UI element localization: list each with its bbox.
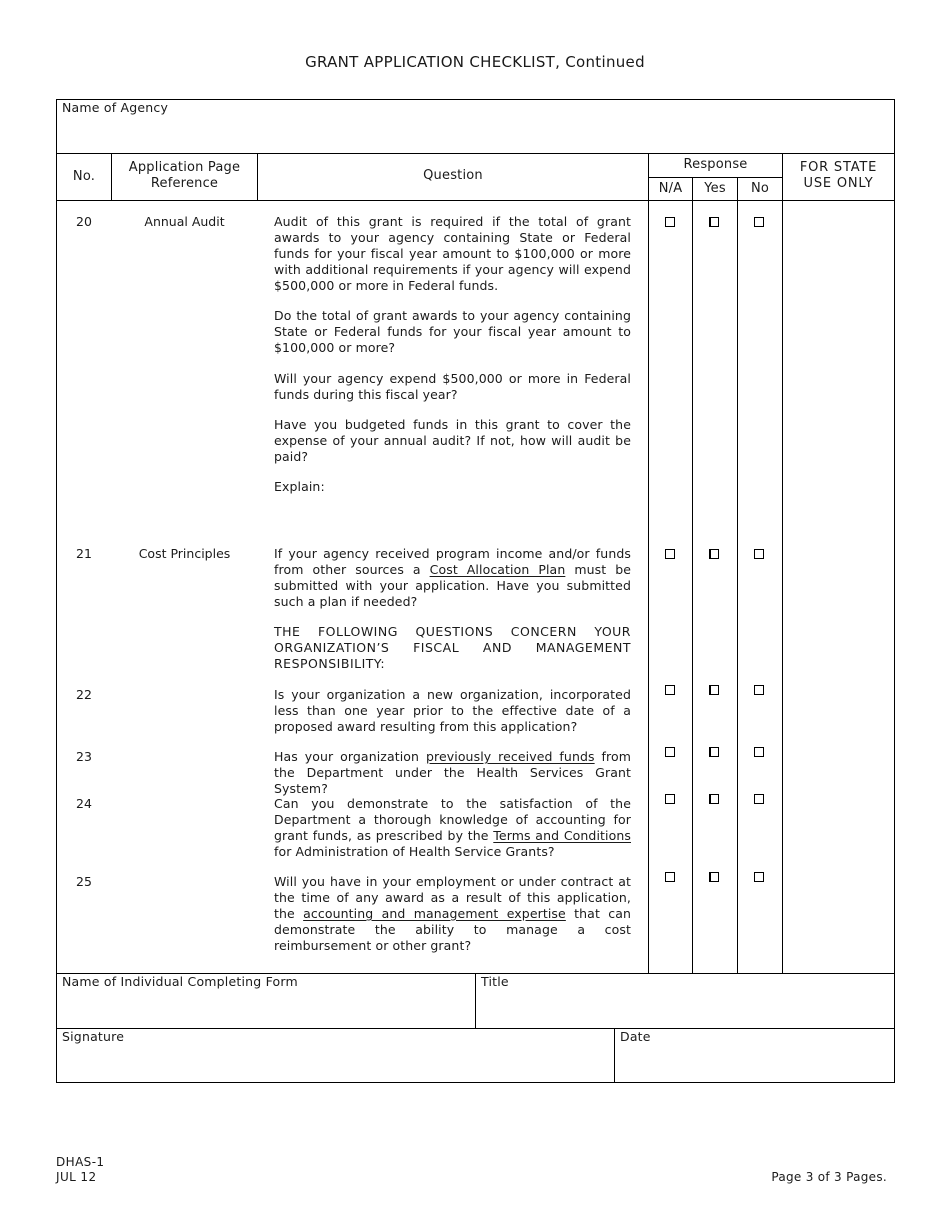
item-25-question [274,874,631,954]
header-yes: Yes [704,181,726,196]
item-25-number: 25 [76,874,92,889]
item-24-number: 24 [76,796,92,811]
rule-date-split [614,1028,615,1083]
item-22-na-checkbox[interactable] [665,685,675,695]
item-20-paragraph-4: Have you budgeted funds in this grant to cover the expense of your annual audit? If not, how will audit be paid? [274,417,631,464]
item-23-text-a: Has your organization [274,749,420,764]
rule-header-bottom [56,200,895,201]
header-na: N/A [658,181,683,196]
item-24-question [274,796,631,860]
previously-received-funds-link: previously received funds [425,749,595,764]
form-code: DHAS-1 [56,1155,105,1169]
signature-label: Signature [62,1029,125,1044]
item-20-no-checkbox[interactable] [754,217,764,227]
item-20-reference: Annual Audit [144,214,225,229]
item-21-yes-checkbox[interactable] [709,549,719,559]
rule-title-split [475,973,476,1028]
item-24-no-checkbox[interactable] [754,794,764,804]
rule-signature-top [56,1028,895,1029]
header-ref-line1: Application Page [128,160,241,175]
item-22-yes-checkbox[interactable] [709,685,719,695]
fiscal-responsibility-note: THE FOLLOWING QUESTIONS CONCERN YOUR ORGANIZATION’S FISCAL AND MANAGEMENT RESPONSIBILITY: [274,624,631,671]
header-state-line1: FOR STATE [799,160,878,175]
rule-no-resp-col [737,177,738,973]
terms-and-conditions-link: Terms and Conditions [493,828,631,843]
rule-state-col [782,153,783,973]
form-title: GRANT APPLICATION CHECKLIST, Continued [305,53,645,71]
item-23-yes-checkbox[interactable] [709,747,719,757]
item-23-number: 23 [76,749,92,764]
item-25-no-checkbox[interactable] [754,872,764,882]
item-20-na-checkbox[interactable] [665,217,675,227]
item-21-no-checkbox[interactable] [754,549,764,559]
item-23-na-checkbox[interactable] [665,747,675,757]
accounting-expertise-link: accounting and management expertise [303,906,566,921]
rule-agency-bottom [56,153,895,154]
rule-na-col [648,153,649,973]
title-label: Title [481,974,509,989]
date-label: Date [620,1029,651,1044]
item-24-text-a: Can you demonstrate to the satisfaction of the Department a thorough knowledge of accounting for grant funds, as prescribed by the [274,796,631,843]
item-21-na-checkbox[interactable] [665,549,675,559]
item-22-no-checkbox[interactable] [754,685,764,695]
item-21-question [274,546,631,610]
item-23-no-checkbox[interactable] [754,747,764,757]
item-20-paragraph-2: Do the total of grant awards to your agency containing State or Federal funds for your fiscal year amount to $100,000 or more? [274,308,631,355]
item-20-explain: Explain: [274,479,325,494]
item-25-text-b: that can demonstrate the ability to manage a cost reimbursement or other grant? [274,906,631,953]
item-20-paragraph-1: Audit of this grant is required if the total of grant awards to your agency containing State or Federal funds for your fiscal year amount to $100,000 or more with additional requirements if your agency will expend $500,000 or more in Federal funds. [274,214,631,293]
item-23-question [274,749,631,797]
item-23-text-b: from the Department under the Health Services Grant System? [274,749,632,796]
item-25-yes-checkbox[interactable] [709,872,719,882]
item-24-text-b: for Administration of Health Service Grants? [274,844,555,859]
item-20-yes-checkbox[interactable] [709,217,719,227]
header-question: Question [423,168,483,183]
page-info: Page 3 of 3 Pages. [771,1170,887,1184]
item-21-number: 21 [76,546,92,561]
form-date: JUL 12 [56,1170,97,1184]
item-25-na-checkbox[interactable] [665,872,675,882]
item-24-na-checkbox[interactable] [665,794,675,804]
item-20-number: 20 [76,214,92,229]
individual-name-label: Name of Individual Completing Form [62,974,298,989]
header-no-response: No [750,181,770,196]
rule-response-split [648,177,782,178]
rule-yes-col [692,177,693,973]
item-22-number: 22 [76,687,92,702]
item-21-reference: Cost Principles [138,546,231,561]
header-no: No. [72,169,96,184]
header-response: Response [683,157,748,172]
cost-allocation-plan-link: Cost Allocation Plan [429,562,566,577]
item-22-question: Is your organization a new organization, incorporated less than one year prior to the effective date of a proposed award resulting from this application? [274,687,631,734]
item-21-text-b: must be submitted with your application. Have you submitted such a plan if needed? [274,562,632,609]
item-24-yes-checkbox[interactable] [709,794,719,804]
item-20-paragraph-3: Will your agency expend $500,000 or more in Federal funds during this fiscal year? [274,371,631,402]
agency-label: Name of Agency [62,100,169,115]
item-21-text-a: If your agency received program income and/or funds from other sources a [274,546,631,577]
header-state-line2: USE ONLY [803,176,874,191]
item-25-text-a: Will you have in your employment or under contract at the time of any award as a result of this application, the [274,874,631,921]
header-ref-line2: Reference [150,176,219,191]
